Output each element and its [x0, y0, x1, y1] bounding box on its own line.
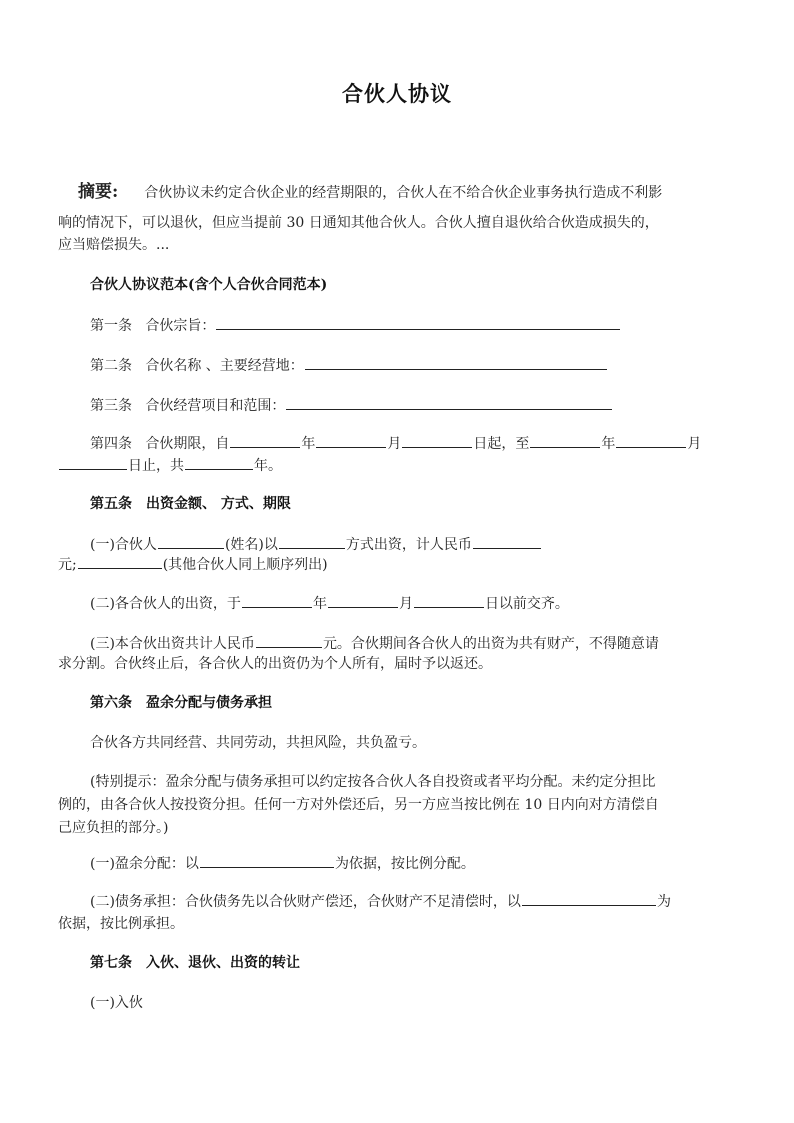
article-5-heading: 第五条 出资金额、 方式、期限: [90, 496, 291, 512]
article-text: 合伙名称 、主要经营地：: [145, 358, 304, 374]
text: 年。: [254, 458, 282, 474]
name-location-blank[interactable]: [305, 354, 607, 370]
article-7-heading: 第七条 入伙、退伙、出资的转让: [90, 955, 300, 971]
text: 合伙期限，自: [145, 436, 230, 452]
end-day-blank[interactable]: [59, 454, 127, 470]
article-6-para-1: 合伙各方共同经营、共同劳动，共担风险，共负盈亏。: [90, 735, 426, 751]
text: 方式出资，计人民币: [345, 537, 472, 553]
text: 年: [301, 436, 316, 452]
article-6-note-line-3: 己应负担的部分。): [58, 820, 169, 836]
end-month-blank[interactable]: [616, 432, 686, 448]
text: (一)合伙人: [90, 537, 157, 553]
article-1: [58, 314, 621, 337]
text: 为: [656, 894, 671, 910]
start-day-blank[interactable]: [402, 432, 472, 448]
article-6-note-line-2: 例的，由各合伙人按投资分担。任何一方对外偿还后，另一方应当按比例在 10 日内向对方清偿自: [58, 797, 659, 813]
text: (一)盈余分配：以: [90, 856, 199, 872]
end-year-blank[interactable]: [530, 432, 600, 448]
start-year-blank[interactable]: [230, 432, 300, 448]
deadline-day-blank[interactable]: [414, 592, 484, 608]
text: 年: [312, 596, 327, 612]
article-number: 第四条: [90, 436, 132, 452]
total-years-blank[interactable]: [185, 454, 253, 470]
article-7-item-1: (一)入伙: [90, 995, 143, 1011]
text: (其他合伙人同上顺序列出): [162, 557, 328, 573]
article-2: [58, 354, 608, 377]
article-6-item-1: [58, 852, 475, 875]
article-text: 合伙宗旨：: [145, 318, 216, 334]
article-6-item-2: [58, 890, 671, 913]
text: 为依据，按比例分配。: [334, 856, 475, 872]
abstract-line-3: 应当赔偿损失。...: [58, 237, 170, 253]
text: 日以前交齐。: [484, 596, 569, 612]
other-partners-blank[interactable]: [78, 553, 162, 569]
abstract-line-2: 响的情况下，可以退伙，但应当提前 30 日通知其他合伙人。合伙人擅自退伙给合伙造成损失的，: [58, 215, 659, 231]
text: (二)债务承担：合伙债务先以合伙财产偿还，合伙财产不足清偿时，以: [90, 894, 521, 910]
article-5-item-3-line-2: 求分割。合伙终止后，各合伙人的出资仍为个人所有，届时予以返还。: [58, 656, 492, 672]
contribution-method-blank[interactable]: [279, 533, 345, 549]
article-3: [58, 394, 613, 417]
article-6-heading: 第六条 盈余分配与债务承担: [90, 695, 272, 711]
abstract-line-1: [78, 181, 662, 204]
text: 月: [387, 436, 402, 452]
article-number: 第一条: [90, 318, 132, 334]
article-6-note-line-1: (特别提示：盈余分配与债务承担可以约定按各合伙人各自投资或者平均分配。未约定分担比: [90, 774, 656, 790]
deadline-year-blank[interactable]: [242, 592, 312, 608]
contribution-amount-blank[interactable]: [473, 533, 541, 549]
article-5-item-3: [58, 632, 659, 655]
abstract-label: 摘要:: [78, 182, 119, 202]
text: 日止，共: [128, 458, 184, 474]
text: 年: [601, 436, 616, 452]
text: (三)本合伙出资共计人民币: [90, 636, 255, 652]
text: (姓名)以: [224, 537, 278, 553]
total-capital-blank[interactable]: [256, 632, 322, 648]
text: 月: [687, 436, 702, 452]
article-number: 第二条: [90, 358, 132, 374]
document-title: 合伙人协议: [342, 82, 452, 106]
text: 日起，至: [473, 436, 530, 452]
purpose-blank[interactable]: [216, 314, 620, 330]
business-scope-blank[interactable]: [286, 394, 612, 410]
text: 元;: [58, 557, 77, 573]
article-6-item-2-line-2: 依据，按比例承担。: [58, 916, 184, 932]
text: (二)各合伙人的出资，于: [90, 596, 241, 612]
partner-name-blank[interactable]: [158, 533, 224, 549]
debt-basis-blank[interactable]: [522, 890, 656, 906]
deadline-month-blank[interactable]: [328, 592, 398, 608]
article-number: 第三条: [90, 398, 132, 414]
start-month-blank[interactable]: [316, 432, 386, 448]
article-4: [58, 432, 701, 455]
text: 元。合伙期间各合伙人的出资为共有财产，不得随意请: [322, 636, 659, 652]
article-5-item-2: [58, 592, 569, 615]
article-4-line-2: [58, 454, 282, 477]
text: 月: [398, 596, 413, 612]
article-5-item-1-line-2: [58, 553, 328, 576]
abstract-text: 合伙协议未约定合伙企业的经营期限的，合伙人在不给合伙企业事务执行造成不利影: [144, 185, 663, 201]
article-text: 合伙经营项目和范围：: [145, 398, 286, 414]
profit-basis-blank[interactable]: [200, 852, 334, 868]
template-subtitle: 合伙人协议范本(含个人合伙合同范本): [90, 277, 328, 293]
